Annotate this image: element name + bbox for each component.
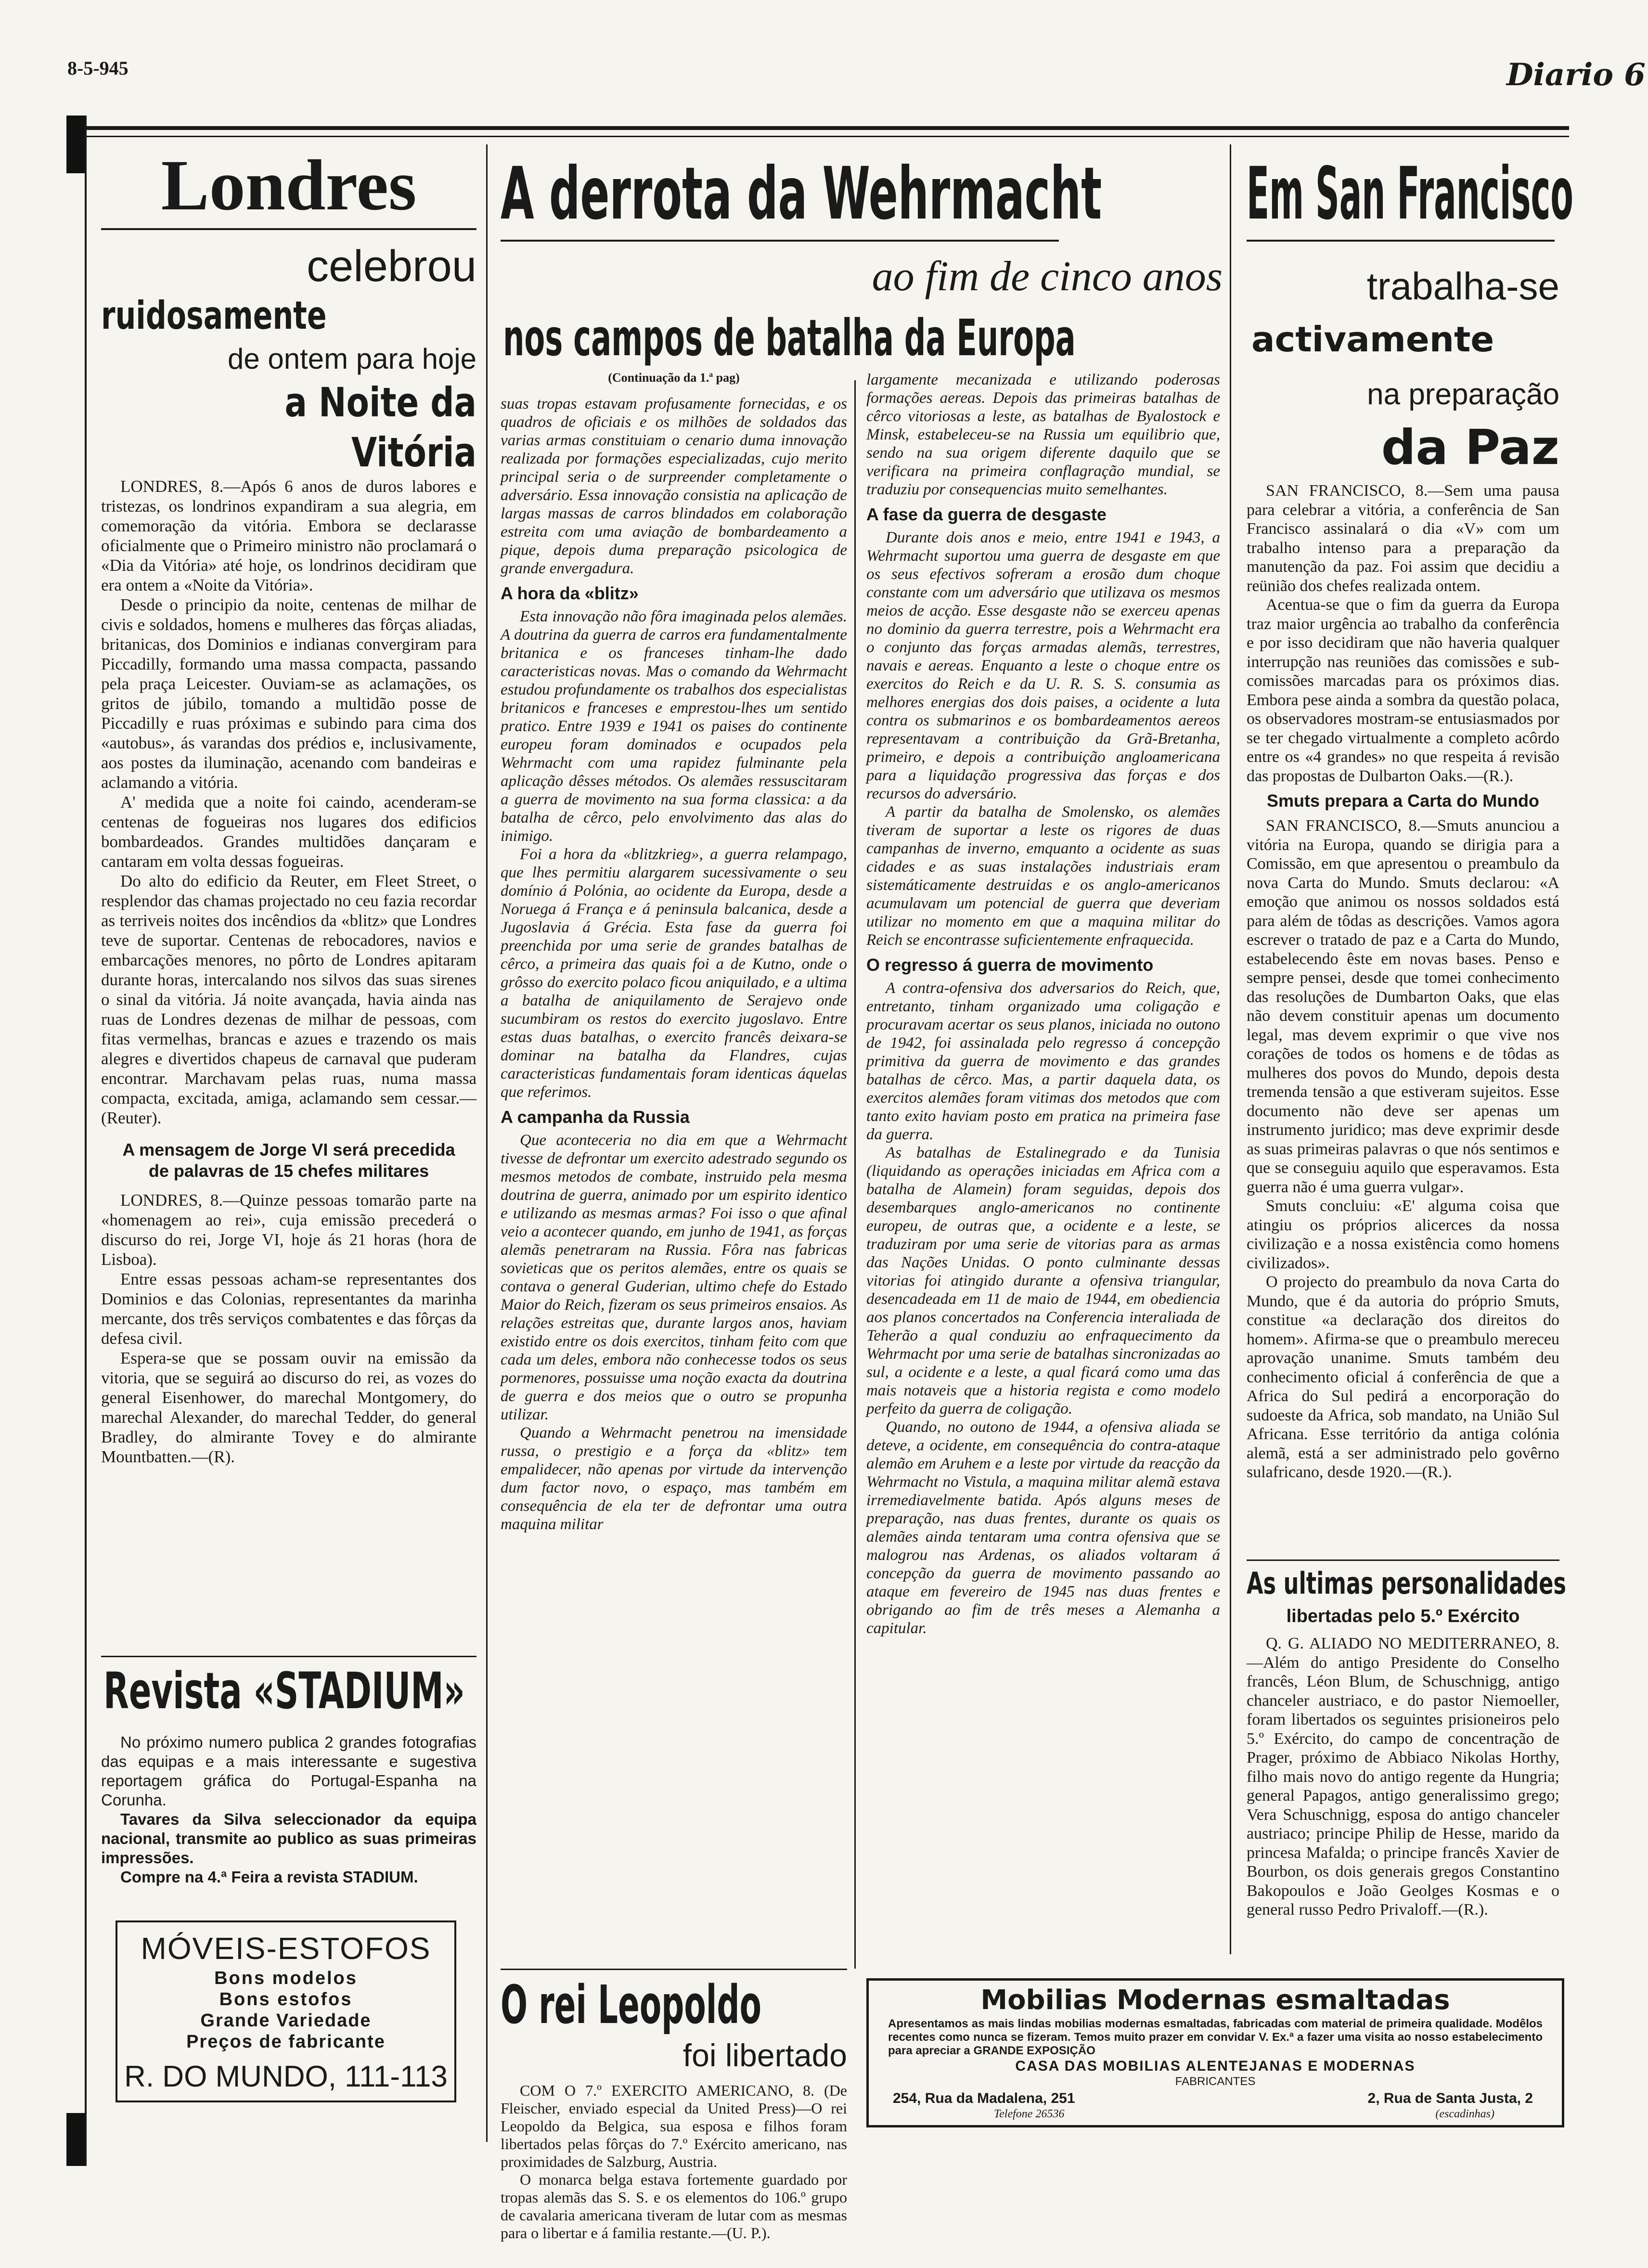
subhead-libertadas: libertadas pelo 5.º Exército	[1286, 1606, 1520, 1626]
personalidades-body	[1247, 1634, 1559, 1920]
paragraph: Acentua-se que o fim da guerra da Europa traz maior urgência ao trabalho da conferência e por isso decidiram que não haveria qualquer interrupção nas reuniões das comissões e sub-comissões marcadas para os próximos dias. Embora pese ainda a sombra da questão polaca, os observadores mostram-se entusiasmados por se ter chegado virtualmente a completo acôrdo entre os «4 grandes» no que respeita á revisão das propostas de Dulbarton Oaks.—(R.).	[1247, 596, 1559, 785]
ad-phone: Telefone 26536	[994, 2108, 1065, 2120]
deck-na-preparacao: na preparação	[1367, 378, 1559, 411]
ad-line: Grande Variedade	[200, 2010, 372, 2031]
ad-company: CASA DAS MOBILIAS ALENTEJANAS E MODERNAS	[1015, 2058, 1416, 2074]
ad-mobilias-modernas	[866, 1978, 1564, 2127]
paragraph: SAN FRANCISCO, 8.—Smuts anunciou a vitória na Europa, quando se dirigia para a Comissão, em que apresentou o preambulo da nova Carta do Mundo. Smuts declarou: «A emoção que animou os nossos soldados está para além de tôdas as descrições. Vamos agora escrever o tratado de paz e a Carta do Mundo, estabelecendo êste em novas bases. Penso e sempre pensei, desde que tomei conhecimento das resoluções de Dumbarton Oaks, que elas não devem constituir apenas um documento legal, mas devem exprimir o que vive nos corações de todos os homens e de tôdas as mulheres dos povos do Mundo, depois desta tremenda tensão a que estiveram sujeitos. Esse documento não deve ser apenas um instrumento juridico; mas deve exprimir desde as suas primeiras palavras o que nós sentimos e que se conseguiu aquilo que esperavamos. Esta guerra não é uma guerra vulgar».	[1247, 817, 1559, 1196]
paragraph: As batalhas de Estalinegrado e da Tunisia (liquidando as operações iniciadas em Africa com a batalha de Alamein) foram seguidas, depois dos desembarques anglo-americanos no continente europeu, de outras que, a ocidente e a leste, se traduziram por uma serie de vitorias para as armas das Nações Unidas. O ponto culminante dessas vitorias foi atingido durante a ofensiva triangular, desencadeada em 11 de maio de 1944, em obediencia aos planos concertados na Conferencia interaliada de Teherão a qual conduziu ao enfraquecimento da Wehrmacht por uma serie de batalhas sincronizadas ao sul, a ocidente e a leste, a qual ficará como uma das mais notaveis que a historia regista e como modelo perfeito da guerra de coligação.	[866, 1144, 1220, 1418]
headline-londres: Londres	[161, 145, 417, 225]
headline-wehrmacht: A derrota da Wehrmacht	[501, 152, 1102, 236]
deck-cinco-anos: ao fim de cinco anos	[872, 253, 1223, 300]
headline-underline	[101, 228, 476, 230]
deck-da-paz: da Paz	[1381, 419, 1559, 476]
wehrmacht-body-col3	[866, 371, 1220, 1637]
deck-celebrou: celebrou	[307, 242, 476, 291]
deck-de-ontem: de ontem para hoje	[227, 343, 476, 375]
deck-ruidosamente: ruidosamente	[101, 293, 327, 338]
ad-line: Preços de fabricante	[186, 2032, 386, 2052]
deck-trabalha-se: trabalha-se	[1366, 265, 1559, 308]
paragraph: Do alto do edificio da Reuter, em Fleet Street, o resplendor das chamas projectado no ceu fazia recordar as terriveis noites dos incêndios da «blitz» que Londres teve de suportar. Centenas de rebocadores, navios e embarcações menores, no pôrto de Londres apitaram durante horas, intercalando nos silvos das suas sirenes o sinal da vitória. Já noite avançada, havia ainda nas ruas de Londres dezenas de milhar de pessoas, com fitas vermelhas, brancas e azues e trazendo os mais alegres e divertidos chapeus de carnaval que puderam encontrar. Marchavam pelas ruas, numa massa compacta, excitada, amiga, aclamando sem cessar.—(Reuter).	[101, 872, 476, 1127]
stadium-rule	[101, 1656, 476, 1657]
personalidades-rule	[1247, 1559, 1559, 1561]
column-rule-2	[854, 380, 856, 1969]
paragraph: Que aconteceria no dia em que a Wehrmacht tivesse de defrontar um exercito adestrado segundo os mesmos metodos de combate, instruido pela mesma doutrina de guerra, animado por um espirito identico e utilizando as mesmas armas? Foi isso o que afinal veio a acontecer quando, em junho de 1941, as forças alemãs penetraram na Russia. Fôra nas fabricas sovieticas que os peritos alemães, entre os quais se contava o general Guderian, ultimo chefe do Estado Maior do Reich, fizeram os seus primeiros ensaios. As relações estreitas que, durante largos anos, haviam existido entre os dois exercitos, tinham feito com que cada um deles, embora não conhecesse todos os seus pormenores, possuisse uma noção exacta da doutrina de guerra e dos meios que o outro se propunha utilizar.	[501, 1132, 847, 1423]
paragraph: No próximo numero publica 2 grandes fotografias das equipas e a mais interessante e sugestiva reportagem gráfica do Portugal-Espanha na Corunha.	[101, 1733, 476, 1809]
paragraph: Quando a Wehrmacht penetrou na imensidade russa, o prestigio e a força da «blitz» tem empalidecer, não apenas por virtude da intervenção dum factor novo, o espaço, mas também em consequência de ela ter de defrontar uma outra maquina militar	[501, 1424, 847, 1533]
stadium-body	[101, 1733, 476, 1887]
paragraph: Durante dois anos e meio, entre 1941 e 1943, a Wehrmacht suportou uma guerra de desgaste em que os seus efectivos sofreram a erosão dum choque constante com um adversário que utilizava os mesmos meios de acção. Esse desgaste não se exerceu apenas no dominio da guerra terrestre, pois a Wehrmacht era o conjunto das forças armadas alemãs, terrestres, navais e aereas. Enquanto a leste o choque entre os exercitos do Reich e da U. R. S. S. consumia as melhores energias dos dois paises, a ocidente a luta contra os submarinos e os bombardeamentos aereos representavam a contribuição da Grã-Bretanha, primeiro, e depois a contribuição angloamericana para a liquidação progressiva das forças e dos recursos do adversário.	[866, 529, 1220, 802]
ad-moveis-estofos	[116, 1920, 456, 2102]
subhead-campanha-russia: A campanha da Russia	[501, 1107, 690, 1127]
paragraph: O projecto do preambulo da nova Carta do Mundo, que é da autoria do próprio Smuts, constitue «a declaração dos direitos do homem». Afirma-se que o preambulo mereceu aprovação unanime. Smuts também deu conhecimento oficial á conferência de que a Africa do Sul pedirá a encorporação do sudoeste da Africa, sob mandato, na União Sul Africana. Esse território da antiga colónia alemã, está a ser administrado pelo govêrno sulafricano, desde 1920.—(R.).	[1247, 1273, 1559, 1481]
article-londres	[101, 144, 476, 482]
paragraph: suas tropas estavam profusamente fornecidas, e os quadros de oficiais e os milhões de soldados das varias armas constituiam o cenario duma innovação realizada por formações especializadas, cujo merito principal seria o de surpreender completamente o adversário. Essa innovação consistia na aplicação de largas massas de carros blindados em colaboração estreita com uma aviação de bombardeamento a pique, depois duma preparação psicologica de grande envergadura.	[501, 395, 847, 577]
paragraph: SAN FRANCISCO, 8.—Sem uma pausa para celebrar a vitória, a conferência de San Francisco assinalará o dia «V» com um trabalho intenso para a preparação da manutenção da paz. Foi assim que decidiu a reünião dos chefes realizada ontem.	[1247, 482, 1559, 595]
column-rule-3	[1230, 144, 1231, 1954]
londres-body	[101, 477, 476, 1467]
paragraph: Espera-se que se possam ouvir na emissão da vitoria, que se seguirá ao discurso do rei, as vozes do general Eisenhower, do marechal Montgomery, do marechal Alexander, do marechal Tedder, do general Bradley, do almirante Tovey e do almirante Mountbatten.—(R).	[101, 1349, 476, 1466]
ad-address-left: 254, Rua da Madalena, 251	[893, 2090, 1075, 2106]
paragraph: LONDRES, 8.—Quinze pessoas tomarão parte na «homenagem ao rei», cuja emissão precederá o discurso do rei, Jorge VI, hoje ás 21 horas (hora de Lisboa).	[101, 1191, 476, 1269]
deck-noite-vitoria: a Noite da Vitória	[284, 379, 476, 476]
paragraph: A contra-ofensiva dos adversarios do Reich, que, entretanto, tinham organizado uma coligação e procuravam acertar os seus planos, iniciada no outono de 1942, foi assinalada pelo regresso á concepção primitiva da guerra de movimento e das grandes batalhas de cêrco. Mas, a partir daquela data, os exercitos alemães foram vitimas dos metodos que com tanto exito haviam posto em pratica na primeira fase da guerra.	[866, 979, 1220, 1143]
paragraph: A' medida que a noite foi caindo, acenderam-se centenas de fogueiras nos lugares dos edificios bombardeados. Grandes multidões dançaram e cantaram em volta dessas fogueiras.	[101, 793, 476, 871]
header-rule-bottom	[67, 136, 1569, 137]
san-francisco-underline	[1247, 240, 1555, 242]
paragraph: A partir da batalha de Smolensko, os alemães tiveram de suportar a leste os rigores de duas campanhas de inverno, emquanto a ocidente as suas cidades e as suas instalações industriais eram sistemáticamente destruidas e os anglo-americanos acumulavam um potencial de guerra que deveriam utilizar no momento em que a maquina militar do Reich se encontrasse suficientemente enfraquecida.	[866, 803, 1220, 949]
deck-campos-batalha: nos campos de batalha da Europa	[503, 309, 1076, 367]
subheadline-jorge-vi: A mensagem de Jorge VI será precedida de palavras de 15 chefes militares	[122, 1140, 455, 1181]
margin-mark-top	[66, 116, 87, 173]
ad-title: MÓVEIS-ESTOFOS	[141, 1931, 431, 1966]
subhead-guerra-desgaste: A fase da guerra de desgaste	[866, 504, 1107, 524]
paragraph: Esta innovação não fôra imaginada pelos alemães. A doutrina da guerra de carros era fundamentalmente britanica e os franceses tinham-lhe dado caracteristicas novas. Mas o comando da Wehrmacht estudou profundamente os trabalhos dos especialistas britanicos e franceses e emprestou-lhes um sentido pratico. Entre 1939 e 1941 os paises do continente europeu foram dominados e ocupados pela Wehrmacht com uma rapidez fulminante pela aplicação dêsses métodos. Os alemães ressuscitaram a guerra de movimento na sua forma classica: a da batalha de cêrco, pelo envolvimento das alas do inimigo.	[501, 608, 847, 845]
wehrmacht-body-col2	[501, 395, 847, 1533]
paragraph: LONDRES, 8.—Após 6 anos de duros labores e tristezas, os londrinos expandiram a sua alegria, em comemoração da vitória. Embora se declarasse oficialmente que o Primeiro ministro não proclamará o «Dia da Vitória» até hoje, os londrinos decidiram que era ontem a «Noite da Vitória».	[101, 477, 476, 594]
ad-title: Mobilias Modernas esmaltadas	[980, 1984, 1450, 2016]
stadium-headline: Revista «STADIUM»	[103, 1662, 465, 1720]
ad-address-right: 2, Rua de Santa Justa, 2	[1367, 2090, 1533, 2106]
paragraph: Foi a hora da «blitzkrieg», a guerra relampago, que lhes permitiu alargarem sucessivamente o seu domínio á Polónia, ao ocidente da Europa, desde a Noruega á França e á peninsula balcanica, desde a Jugoslavia á Grécia. Esta fase da guerra foi preenchida por uma serie de grandes batalhas de cêrco, a primeira das quais foi a de Kutno, onde o grôsso do exercito polaco ficou aniquilado, e a ultima a batalha de aniquilamento de Serajevo onde sucumbiram os restos do exercito jugoslavo. Entre estas duas batalhas, o exercito francês deixara-se dominar na batalha da Flandres, cujas caracteristicas fundamentais foram identicas áquelas que referimos.	[501, 846, 847, 1101]
paragraph: largamente mecanizada e utilizando poderosas formações aereas. Depois das primeiras batalhas de cêrco vitoriosas a leste, as batalhas de Byalostock e Minsk, estabeleceu-se na Russia um equilibrio que, sendo na sua origem diferente daquilo que se verificara na primeira conflagração mundial, se traduziu por consequencias muito semelhantes.	[866, 371, 1220, 498]
margin-rule	[85, 116, 87, 2166]
wehrmacht-underline	[501, 240, 1059, 242]
paragraph: Entre essas pessoas acham-se representantes dos Dominios e das Colonias, representantes da marinha mercante, dos três serviços combatentes e das fôrças da defesa civil.	[101, 1270, 476, 1348]
ad-fabricantes: FABRICANTES	[1175, 2075, 1256, 2088]
subhead-smuts: Smuts prepara a Carta do Mundo	[1266, 791, 1540, 811]
ad-address-note: (escadinhas)	[1435, 2108, 1494, 2120]
deck-activamente: activamente	[1251, 319, 1494, 360]
subhead-hora-blitz: A hora da «blitz»	[501, 583, 639, 603]
newspaper-name: Diario 6	[1506, 57, 1646, 93]
ad-line: Bons estofos	[219, 1989, 353, 2010]
paragraph: COM O 7.º EXERCITO AMERICANO, 8. (De Fleischer, enviado especial da United Press)—O rei Leopoldo da Belgica, sua esposa e filhos foram libertados pelas fôrças do 7.º Exército americano, nas proximidades de Salzburg, Austria.	[501, 2082, 847, 2170]
ad-line: Bons modelos	[214, 1968, 358, 1988]
paragraph: Quando, no outono de 1944, a ofensiva aliada se deteve, a ocidente, em consequência do contra-ataque alemão em Aruhem e a leste por virtude da reacção da Wehrmacht no Vistula, a maquina militar alemã estava irremediavelmente batida. Após alguns meses de preparação, nas duas frentes, durante os quais os alemães ainda tentaram uma contra ofensiva que se malogrou nas Ardenas, os aliados voltaram á concepção da guerra de movimento passando ao ataque em fevereiro de 1945 nas duas frentes e obrigando ao fim de três meses a Alemanha a capitular.	[866, 1418, 1220, 1637]
subhead-guerra-movimento: O regresso á guerra de movimento	[866, 955, 1154, 975]
column-rule-1	[486, 144, 488, 2142]
paragraph: Tavares da Silva seleccionador da equipa nacional, transmite ao publico as suas primeiras impressões.	[101, 1810, 476, 1867]
issue-date: 8-5-945	[67, 57, 129, 79]
leopoldo-rule	[501, 1969, 847, 1970]
continuation-note: (Continuação da 1.ª pag)	[608, 371, 740, 385]
ad-address: R. DO MUNDO, 111-113	[124, 2060, 448, 2093]
margin-mark-bottom	[66, 2113, 87, 2166]
paragraph: Desde o principio da noite, centenas de milhar de civis e soldados, homens e mulheres das fôrças aliadas, britanicas, dos Dominios e indianas convergiram para Piccadilly, formando uma massa compacta, passando pela praça Leicester. Ouviam-se as aclamações, os gritos de júbilo, tomando a multidão posse de Piccadilly e ruas próximas e subindo para cima dos «autobus», ás varandas dos prédios e, inclusivamente, aos postes da iluminação, acenando com bandeiras e aclamando a vitória.	[101, 595, 476, 792]
san-francisco-body	[1247, 481, 1559, 1482]
paragraph: O monarca belga estava fortemente guardado por tropas alemãs das S. S. e os elementos do 106.º grupo de cavalaria americana tiveram de lutar com as mesmas para o libertar e á familia restante.—(U. P.).	[501, 2171, 847, 2242]
ad-text: Apresentamos as mais lindas mobilias modernas esmaltadas, fabricadas com material de primeira qualidade. Modêlos recentes como nunca se fizeram. Temos muito prazer em convidar V. Ex.ª a fazer uma visita ao nosso estabelecimento para apreciar a GRANDE EXPOSIÇÃO	[888, 2017, 1543, 2057]
headline-san-francisco: Em San Francisco	[1247, 152, 1573, 236]
paragraph: Compre na 4.ª Feira a revista STADIUM.	[120, 1868, 418, 1886]
deck-libertado: foi libertado	[682, 2037, 847, 2073]
header-rule-top	[67, 126, 1569, 130]
headline-leopoldo: O rei Leopoldo	[501, 1974, 761, 2036]
paragraph: Smuts concluiu: «E' alguma coisa que atingiu os próprios alicerces da nossa civilização e a nossa existência como homens civilizados».	[1247, 1197, 1559, 1272]
paragraph: Q. G. ALIADO NO MEDITERRANEO, 8.—Além do antigo Presidente do Conselho francês, Léon Blum, de Schuschnigg, antigo chanceler austriaco, e do pastor Niemoeller, foram libertados os seguintes prisioneiros pelo 5.º Exército, do campo de concentração de Prager, próximo de Abbiaco Nikolas Horthy, filho mais novo do antigo regente da Hungria; general Papagos, antigo generalissimo grego; Vera Schuschnigg, esposa do antigo chanceler austriaco; principe Philip de Hesse, marido da princesa Mafalda; o principe francês Xavier de Bourbon, os dois generais gregos Constantino Bakopoulos e João Geolges Kosmas e o general russo Pedro Privaloff.—(R.).	[1247, 1635, 1559, 1919]
leopoldo-body	[501, 2082, 847, 2242]
headline-personalidades: As ultimas personalidades	[1247, 1566, 1567, 1601]
